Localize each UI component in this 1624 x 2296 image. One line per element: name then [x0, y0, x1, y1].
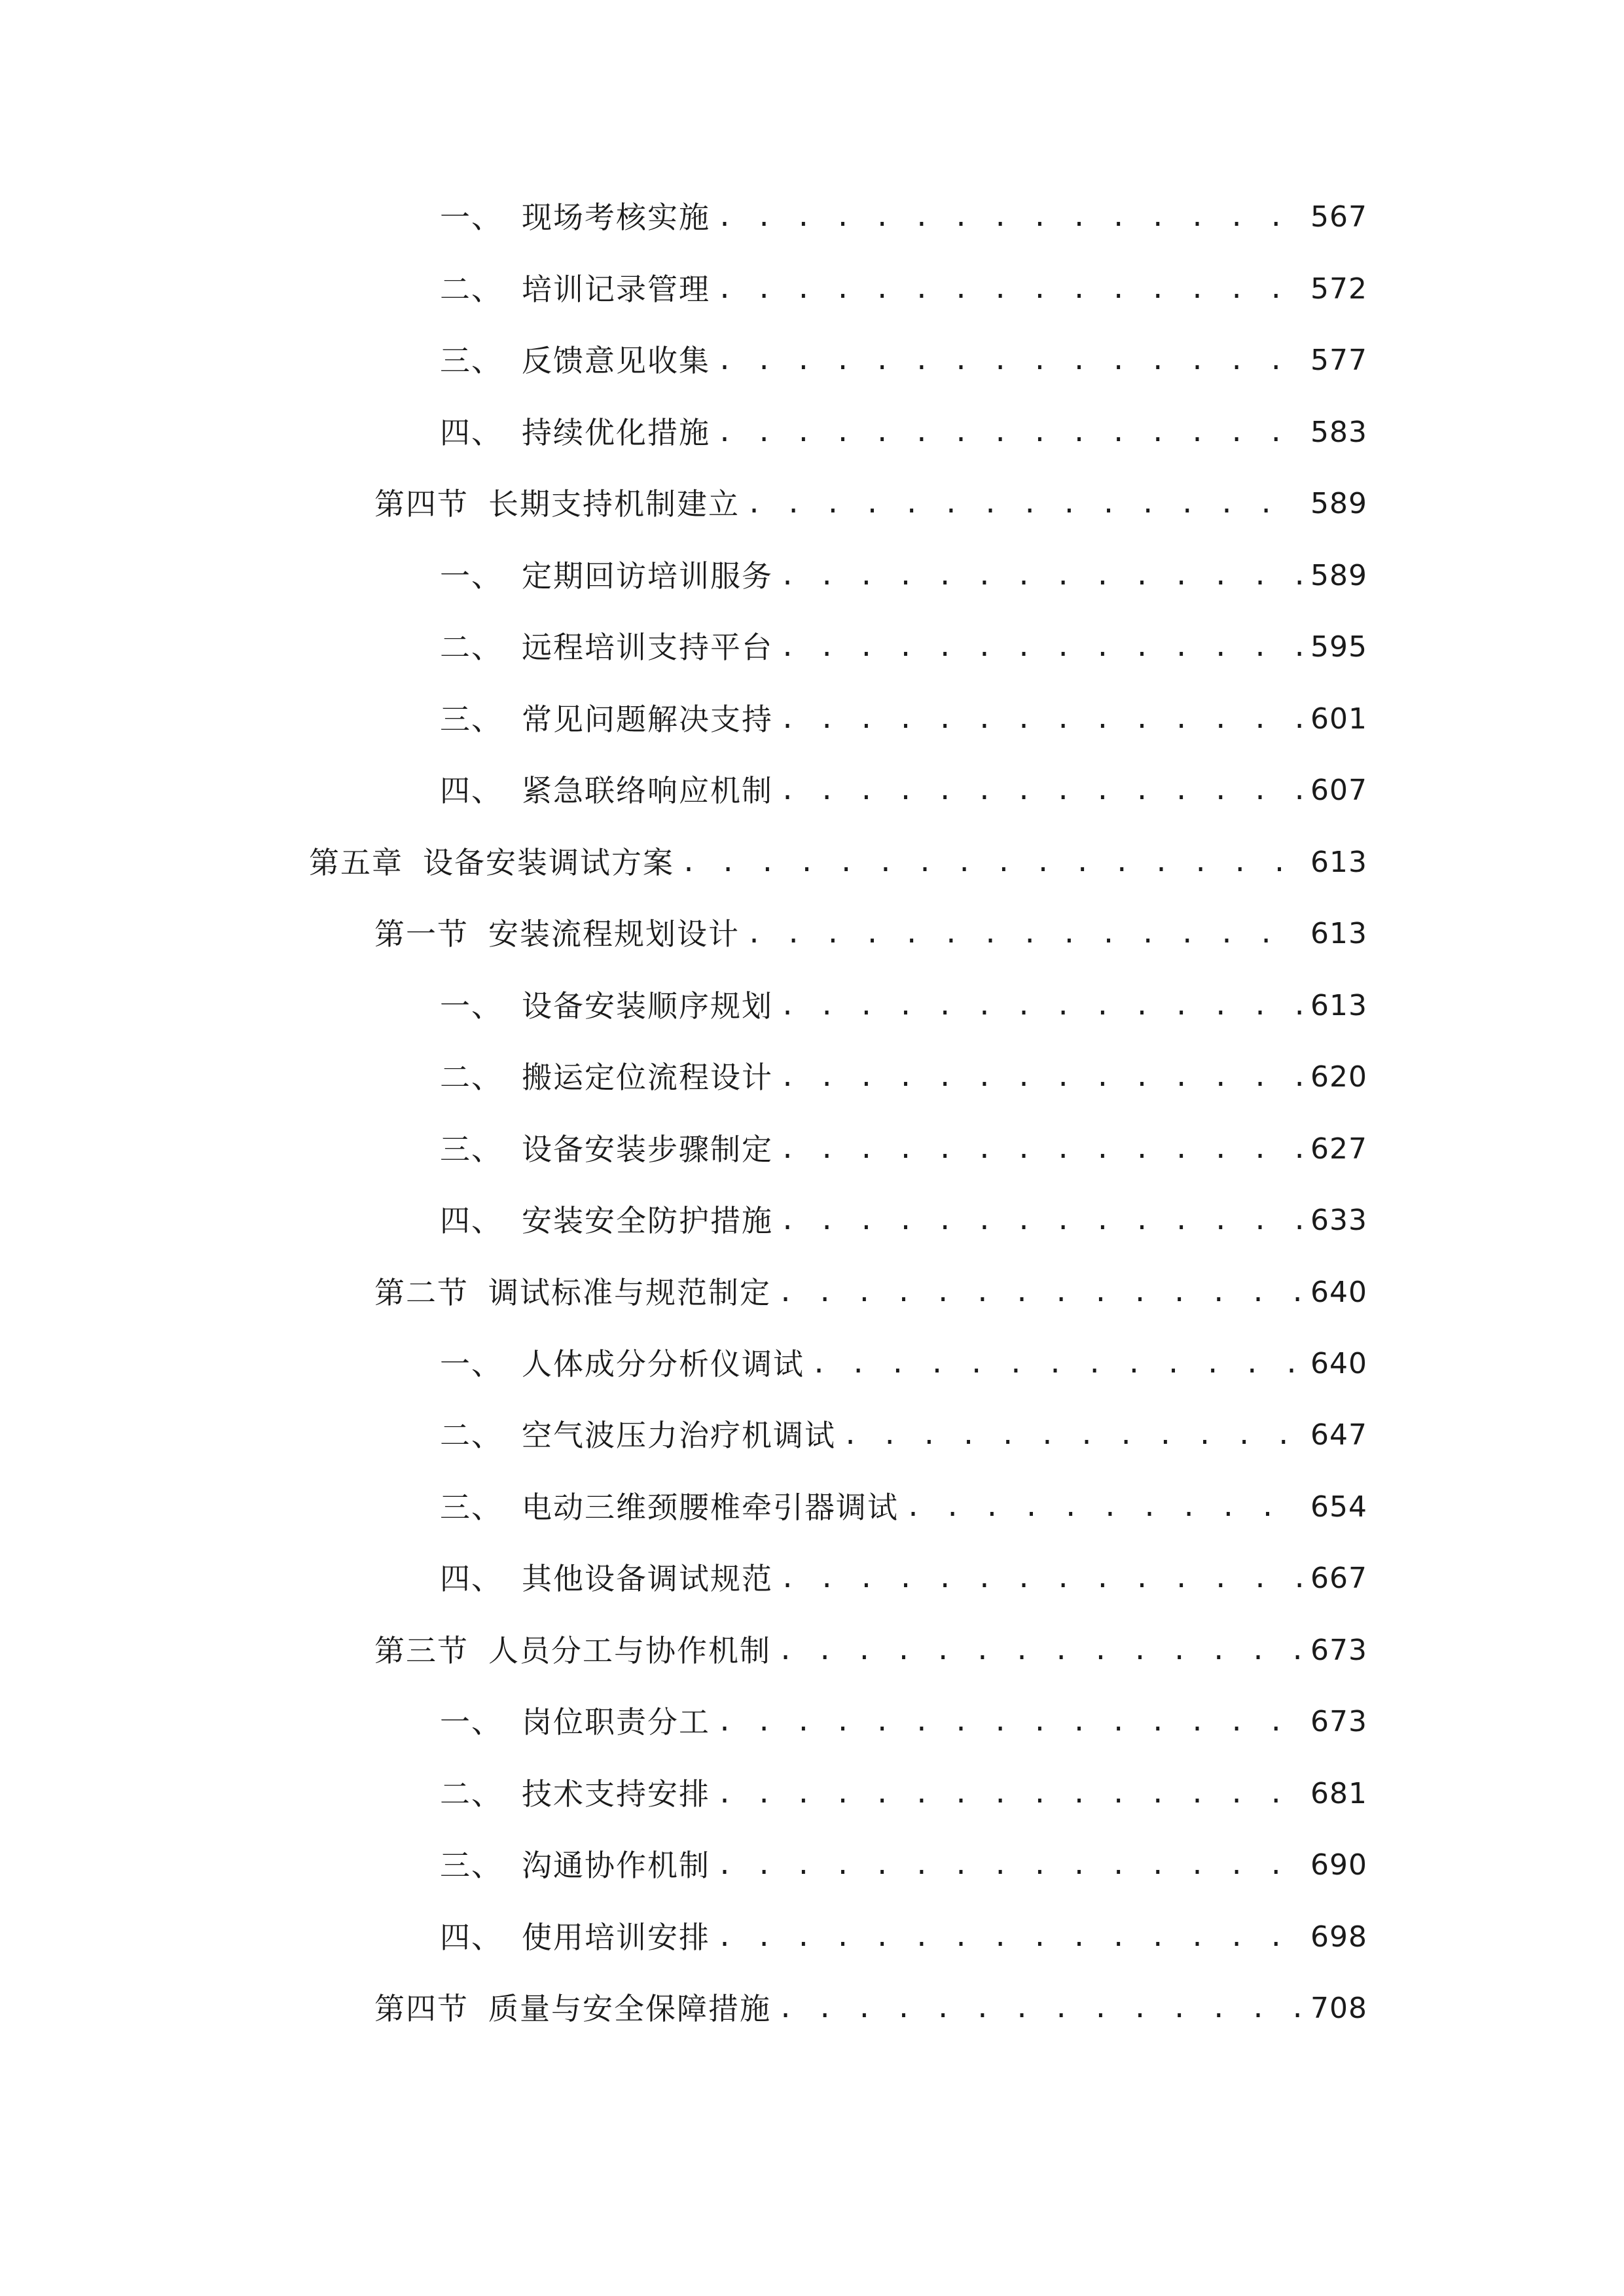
toc-entry-number: 一、	[440, 1704, 503, 1740]
dot-leader	[780, 1194, 1301, 1247]
dot-leader	[780, 1123, 1301, 1175]
toc-entry-number: 第三节	[374, 1633, 469, 1668]
toc-entry[interactable]	[374, 1624, 1367, 1677]
toc-entry-number: 二、	[440, 1418, 503, 1453]
toc-entry-page: 708	[1310, 1992, 1367, 2025]
toc-entry-page: 589	[1310, 559, 1367, 592]
toc-entry-number: 三、	[440, 1490, 503, 1525]
toc-entry[interactable]	[374, 1982, 1367, 2035]
toc-entry-page: 640	[1310, 1347, 1367, 1380]
toc-entry-title: 安装流程规划设计	[488, 916, 740, 952]
toc-entry[interactable]	[440, 1696, 1367, 1748]
toc-entry-number: 第二节	[374, 1275, 469, 1310]
toc-entry-page: 673	[1310, 1634, 1367, 1667]
toc-entry-title: 使用培训安排	[522, 1920, 710, 1955]
toc-entry-title: 设备安装步骤制定	[522, 1132, 773, 1167]
dot-leader	[778, 1982, 1301, 2035]
dot-leader	[811, 1338, 1301, 1390]
toc-entry[interactable]	[374, 478, 1367, 530]
toc-entry-title: 设备安装顺序规划	[522, 988, 773, 1024]
toc-entry[interactable]	[440, 1768, 1367, 1820]
toc-entry[interactable]	[440, 1409, 1367, 1462]
dot-leader	[746, 478, 1301, 530]
toc-entry[interactable]	[440, 693, 1367, 745]
toc-entry-title: 现场考核实施	[522, 200, 710, 235]
toc-entry-page: 633	[1310, 1204, 1367, 1237]
toc-entry-title: 岗位职责分工	[522, 1704, 710, 1740]
toc-entry-title: 反馈意见收集	[522, 343, 710, 378]
toc-entry-number: 第四节	[374, 1991, 469, 2026]
dot-leader	[717, 334, 1301, 387]
toc-entry-title: 电动三维颈腰椎牵引器调试	[522, 1490, 899, 1525]
toc-entry-number: 一、	[440, 988, 503, 1024]
toc-entry[interactable]	[440, 1552, 1367, 1605]
dot-leader	[780, 1051, 1301, 1103]
toc-entry-page: 654	[1310, 1490, 1367, 1524]
toc-entry-number: 四、	[440, 1561, 503, 1596]
toc-entry-number: 第五章	[309, 845, 403, 880]
toc-entry-page: 613	[1310, 989, 1367, 1022]
toc-entry-title: 人体成分分析仪调试	[522, 1346, 804, 1382]
toc-entry[interactable]	[440, 191, 1367, 243]
toc-entry-page: 681	[1310, 1777, 1367, 1810]
dot-leader	[778, 1266, 1301, 1319]
toc-entry-number: 二、	[440, 272, 503, 307]
toc-entry[interactable]	[440, 980, 1367, 1032]
toc-entry-title: 定期回访培训服务	[522, 558, 773, 594]
dot-leader	[717, 1696, 1301, 1748]
toc-entry-title: 调试标准与规范制定	[488, 1275, 771, 1310]
toc-entry[interactable]	[440, 764, 1367, 817]
toc-entry[interactable]	[440, 1839, 1367, 1892]
toc-entry-page: 613	[1310, 846, 1367, 879]
toc-entry-page: 595	[1310, 630, 1367, 664]
toc-entry-number: 二、	[440, 1776, 503, 1812]
toc-entry-number: 第四节	[374, 486, 469, 522]
toc-entry-title: 人员分工与协作机制	[488, 1633, 771, 1668]
toc-entry-title: 常见问题解决支持	[522, 702, 773, 737]
dot-leader	[780, 764, 1301, 817]
toc-entry-page: 667	[1310, 1562, 1367, 1595]
toc-entry[interactable]	[440, 1123, 1367, 1175]
dot-leader	[717, 1911, 1301, 1964]
toc-entry[interactable]	[440, 550, 1367, 602]
toc-entry-title: 培训记录管理	[522, 272, 710, 307]
toc-entry-number: 三、	[440, 1848, 503, 1883]
toc-entry-page: 577	[1310, 344, 1367, 377]
toc-entry-title: 技术支持安排	[522, 1776, 710, 1812]
toc-entry-page: 589	[1310, 487, 1367, 520]
toc-entry[interactable]	[440, 1481, 1367, 1534]
dot-leader	[717, 1839, 1301, 1892]
toc-entry-title: 持续优化措施	[522, 415, 710, 450]
dot-leader	[717, 1768, 1301, 1820]
dot-leader	[780, 621, 1301, 673]
toc-entry-page: 640	[1310, 1276, 1367, 1309]
dot-leader	[842, 1409, 1301, 1462]
dot-leader	[780, 550, 1301, 602]
toc-entry-title: 长期支持机制建立	[488, 486, 740, 522]
toc-entry-title: 远程培训支持平台	[522, 630, 773, 665]
toc-entry-page: 583	[1310, 416, 1367, 449]
toc-entry-page: 620	[1310, 1060, 1367, 1094]
toc-entry-title: 空气波压力治疗机调试	[522, 1418, 836, 1453]
toc-entry-page: 690	[1310, 1848, 1367, 1882]
toc-entry-number: 四、	[440, 1203, 503, 1238]
dot-leader	[905, 1481, 1301, 1534]
toc-entry[interactable]	[440, 621, 1367, 673]
toc-entry[interactable]	[374, 1266, 1367, 1319]
toc-entry-number: 二、	[440, 1060, 503, 1095]
toc-entry[interactable]	[440, 1911, 1367, 1964]
toc-entry-title: 紧急联络响应机制	[522, 773, 773, 808]
toc-entry-title: 质量与安全保障措施	[488, 1991, 771, 2026]
toc-entry-page: 647	[1310, 1418, 1367, 1452]
toc-entry-page: 698	[1310, 1920, 1367, 1954]
dot-leader	[681, 836, 1301, 889]
toc-entry-page: 567	[1310, 200, 1367, 234]
dot-leader	[780, 980, 1301, 1032]
dot-leader	[746, 908, 1301, 960]
toc-entry[interactable]	[309, 836, 1367, 889]
toc-entry-number: 第一节	[374, 916, 469, 952]
toc-entry[interactable]	[440, 1338, 1367, 1390]
toc-entry[interactable]	[440, 1051, 1367, 1103]
dot-leader	[717, 406, 1301, 459]
toc-entry-page: 572	[1310, 272, 1367, 306]
dot-leader	[717, 191, 1301, 243]
toc-entry-page: 613	[1310, 917, 1367, 950]
toc-entry-number: 一、	[440, 1346, 503, 1382]
dot-leader	[780, 693, 1301, 745]
toc-entry-number: 三、	[440, 702, 503, 737]
toc-entry-page: 673	[1310, 1705, 1367, 1738]
toc-entry-number: 四、	[440, 415, 503, 450]
toc-entry-number: 二、	[440, 630, 503, 665]
toc-entry[interactable]	[440, 1194, 1367, 1247]
toc-entry-title: 安装安全防护措施	[522, 1203, 773, 1238]
toc-entry-number: 四、	[440, 1920, 503, 1955]
toc-entry-title: 搬运定位流程设计	[522, 1060, 773, 1095]
toc-entry-number: 四、	[440, 773, 503, 808]
toc-entry[interactable]	[440, 263, 1367, 315]
toc-entry[interactable]	[440, 334, 1367, 387]
toc-entry[interactable]	[440, 406, 1367, 459]
toc-entry-title: 其他设备调试规范	[522, 1561, 773, 1596]
toc-entry-number: 一、	[440, 200, 503, 235]
toc-entry-page: 601	[1310, 702, 1367, 736]
dot-leader	[780, 1552, 1301, 1605]
dot-leader	[778, 1624, 1301, 1677]
toc-entry-page: 607	[1310, 774, 1367, 807]
dot-leader	[717, 263, 1301, 315]
toc-entry-title: 沟通协作机制	[522, 1848, 710, 1883]
toc-entry[interactable]	[374, 908, 1367, 960]
toc-entry-title: 设备安装调试方案	[423, 845, 674, 880]
toc-entry-number: 三、	[440, 1132, 503, 1167]
toc-entry-number: 三、	[440, 343, 503, 378]
toc-entry-page: 627	[1310, 1132, 1367, 1166]
toc-entry-number: 一、	[440, 558, 503, 594]
